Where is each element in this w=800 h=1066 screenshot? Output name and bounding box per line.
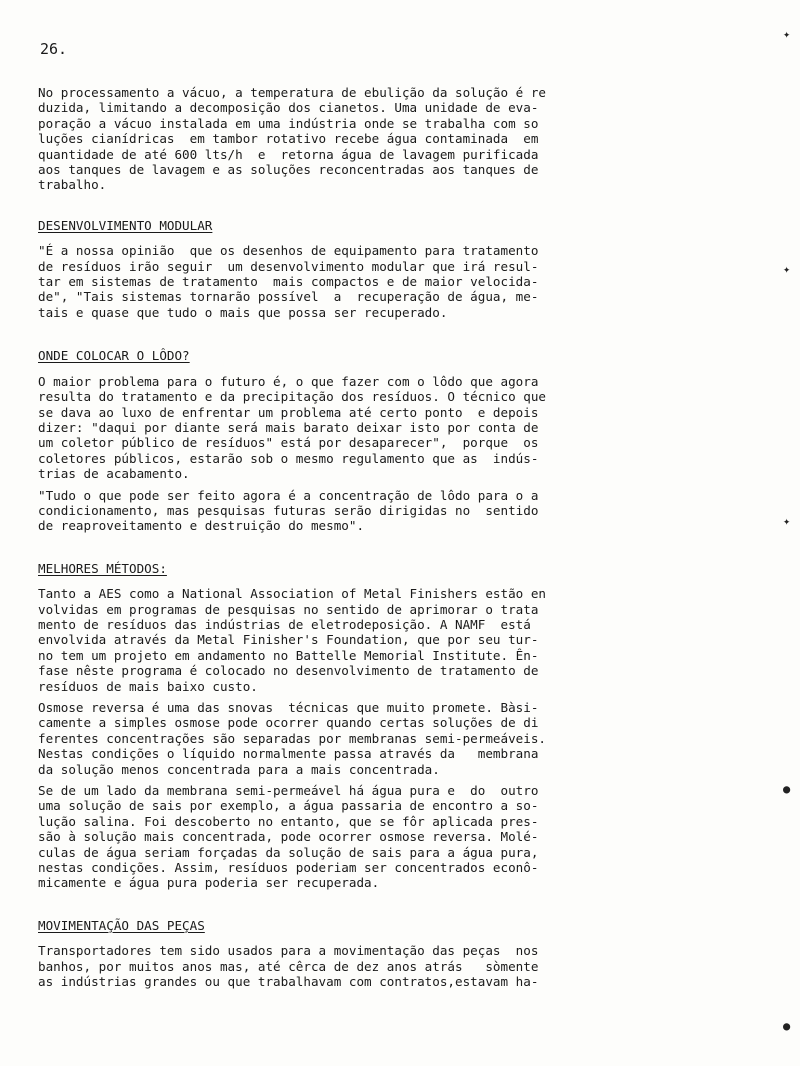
section-heading: MOVIMENTAÇÃO DAS PEÇAS [38, 917, 205, 933]
paragraph: "Tudo o que pode ser feito agora é a concentração de lôdo para o a condicionamento, mas pesquisas futuras serão dirigidas no sentido de reaproveitamento e destruição do mesmo". [38, 487, 539, 534]
scan-mark-icon: ● [783, 1019, 791, 1033]
section-onde-colocar-o-lodo [38, 348, 703, 533]
section-heading: ONDE COLOCAR O LÔDO? [38, 348, 190, 364]
scan-mark-icon: ✦ [783, 262, 791, 276]
scan-mark-icon: ✦ [783, 27, 791, 41]
section-intro [38, 85, 703, 193]
section-heading: MELHORES MÉTODOS: [38, 560, 167, 576]
paragraph: Se de um lado da membrana semi-permeável há água pura e do outro uma solução de sais por exemplo, a água passaria de encontro a so- lução salina. Foi descoberto no entanto, que se fôr aplicada pres- são à solução mais concentrada, pode ocorrer osmose reversa. Molé- culas de água seriam forçadas da solução de sais para a água pura, nestas condições. Assim, resíduos poderiam ser concentrados econô- micamente e água pura poderia ser recuperada. [38, 783, 539, 891]
paragraph: Transportadores tem sido usados para a movimentação das peças nos banhos, por muitos anos mas, até cêrca de dez anos atrás sòmente as indústrias grandes ou que trabalhavam com contratos,estavam ha- [38, 943, 539, 990]
section-melhores-metodos [38, 561, 703, 891]
scan-mark-icon: ● [783, 782, 791, 796]
section-movimentacao-das-pecas [38, 918, 703, 990]
paragraph: Tanto a AES como a National Association of Metal Finishers estão en volvidas em programas de pesquisas no sentido de aprimorar o trata mento de resíduos das indústrias de eletrodeposição. A NAMF está envolvida através da Metal Finisher's Foundation, que por seu tur- no tem um projeto em andamento no Battelle Memorial Institute. Ên- fase nêste programa é colocado no desenvolvimento de tratamento de resíduos de mais baixo custo. [38, 586, 546, 694]
section-desenvolvimento-modular [38, 218, 703, 320]
paragraph: Osmose reversa é uma das snovas técnicas que muito promete. Bàsi- camente a simples osmose pode ocorrer quando certas soluções de di ferentes concentrações são separadas por membranas semi-permeáveis. Nestas condições o líquido normalmente passa através da membrana da solução menos concentrada para a mais concentrada. [38, 700, 546, 777]
page-number: 26. [40, 40, 68, 58]
paragraph: O maior problema para o futuro é, o que fazer com o lôdo que agora resulta do tratamento e da precipitação dos resíduos. O técnico que se dava ao luxo de enfrentar um problema até certo ponto e depois dizer: "daqui por diante será mais barato deixar isto por conta de um coletor público de resíduos" está por desaparecer", porque os coletores públicos, estarão sob o mesmo regulamento que as indús- trias de acabamento. [38, 373, 546, 482]
scan-mark-icon: ✦ [783, 514, 791, 528]
section-heading: DESENVOLVIMENTO MODULAR [38, 217, 213, 233]
paragraph: No processamento a vácuo, a temperatura de ebulição da solução é re duzida, limitando a decomposição dos cianetos. Uma unidade de eva- poração a vácuo instalada em uma indústria onde se trabalha com so luções cianídricas em tambor rotativo recebe água contaminada em quantidade de até 600 lts/h e retorna água de lavagem purificada aos tanques de lavagem e as soluções reconcentradas aos tanques de trabalho. [38, 85, 546, 193]
document-page [38, 40, 703, 996]
paragraph: "É a nossa opinião que os desenhos de equipamento para tratamento de resíduos irão seguir um desenvolvimento modular que irá resul- tar em sistemas de tratamento mais compactos e de maior velocida- de", "Tais sistemas tornarão possível a recuperação de água, me- tais e quase que tudo o mais que possa ser recuperado. [38, 243, 539, 320]
